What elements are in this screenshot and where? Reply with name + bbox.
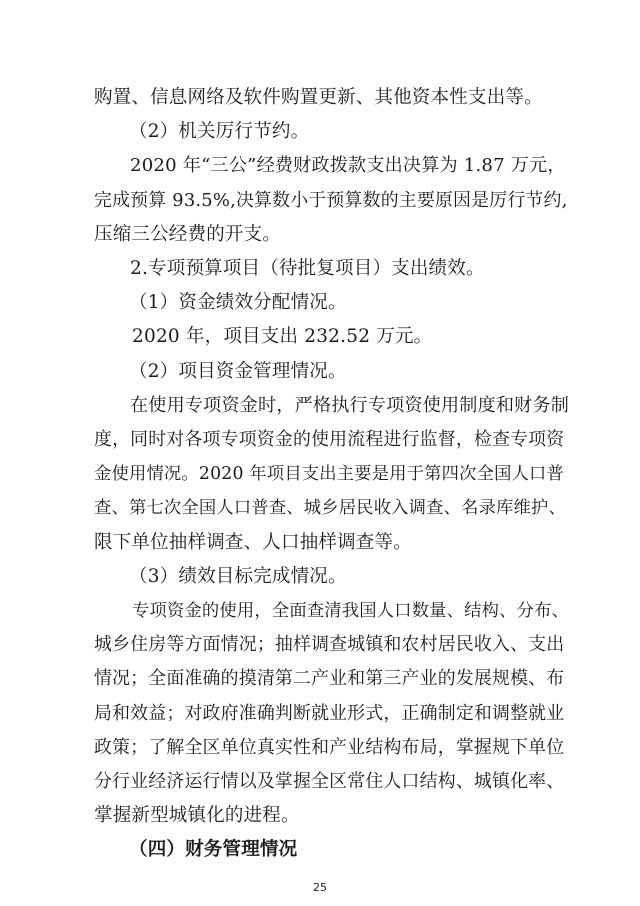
text-line-18: 情况；全面准确的摸清第二产业和第三产业的发展规模、布	[94, 668, 565, 690]
text-line-21: 分行业经济运行情以及掌握全区常住人口结构、城镇化率、	[94, 771, 565, 792]
text-line-22: 掌握新型城镇化的进程。	[94, 805, 300, 827]
text-line-10: 在使用专项资金时，严格执行专项资使用制度和财务制	[130, 394, 570, 416]
page-number: 25	[313, 880, 327, 894]
text-line-19: 局和效益；对政府准确判断就业形式，正确制定和调整就业	[94, 702, 565, 724]
text-line-6: 2.专项预算项目（待批复项目）支出绩效。	[130, 258, 485, 279]
text-line-2: （2）机关厉行节约。	[129, 121, 310, 143]
text-line-1: 购置、信息网络及软件购置更新、其他资本性支出等。	[94, 87, 543, 108]
text-line-13: 查、第七次全国人口普查、城乡居民收入调查、名录库维护、	[94, 498, 566, 519]
text-line-4: 完成预算 93.5%,决算数小于预算数的主要原因是厉行节约,	[94, 189, 568, 211]
text-line-9: （2）项目资金管理情况。	[129, 360, 347, 382]
text-line-8: 2020 年，项目支出 232.52 万元。	[132, 326, 433, 348]
section-heading: （四）财务管理情况	[129, 839, 298, 861]
text-line-20: 政策；了解全区单位真实性和产业结构布局，掌握规下单位	[94, 736, 565, 758]
text-line-14: 限下单位抽样调查、人口抽样调查等。	[94, 531, 412, 553]
text-line-12: 金使用情况。2020 年项目支出主要是用于第四次全国人口普	[94, 464, 565, 485]
text-line-7: （1）资金绩效分配情况。	[129, 292, 347, 314]
text-line-16: 专项资金的使用，全面查清我国人口数量、结构、分布、	[132, 601, 570, 621]
text-line-15: （3）绩效目标完成情况。	[129, 565, 347, 587]
text-line-11: 度，同时对各项专项资金的使用流程进行监督，检查专项资	[94, 429, 565, 450]
text-line-3: 2020 年“三公”经费财政拨款支出决算为 1.87 万元，	[130, 155, 566, 177]
text-line-17: 城乡住房等方面情况；抽样调查城镇和农村居民收入、支出	[94, 634, 565, 656]
text-line-5: 压缩三公经费的开支。	[94, 223, 282, 245]
